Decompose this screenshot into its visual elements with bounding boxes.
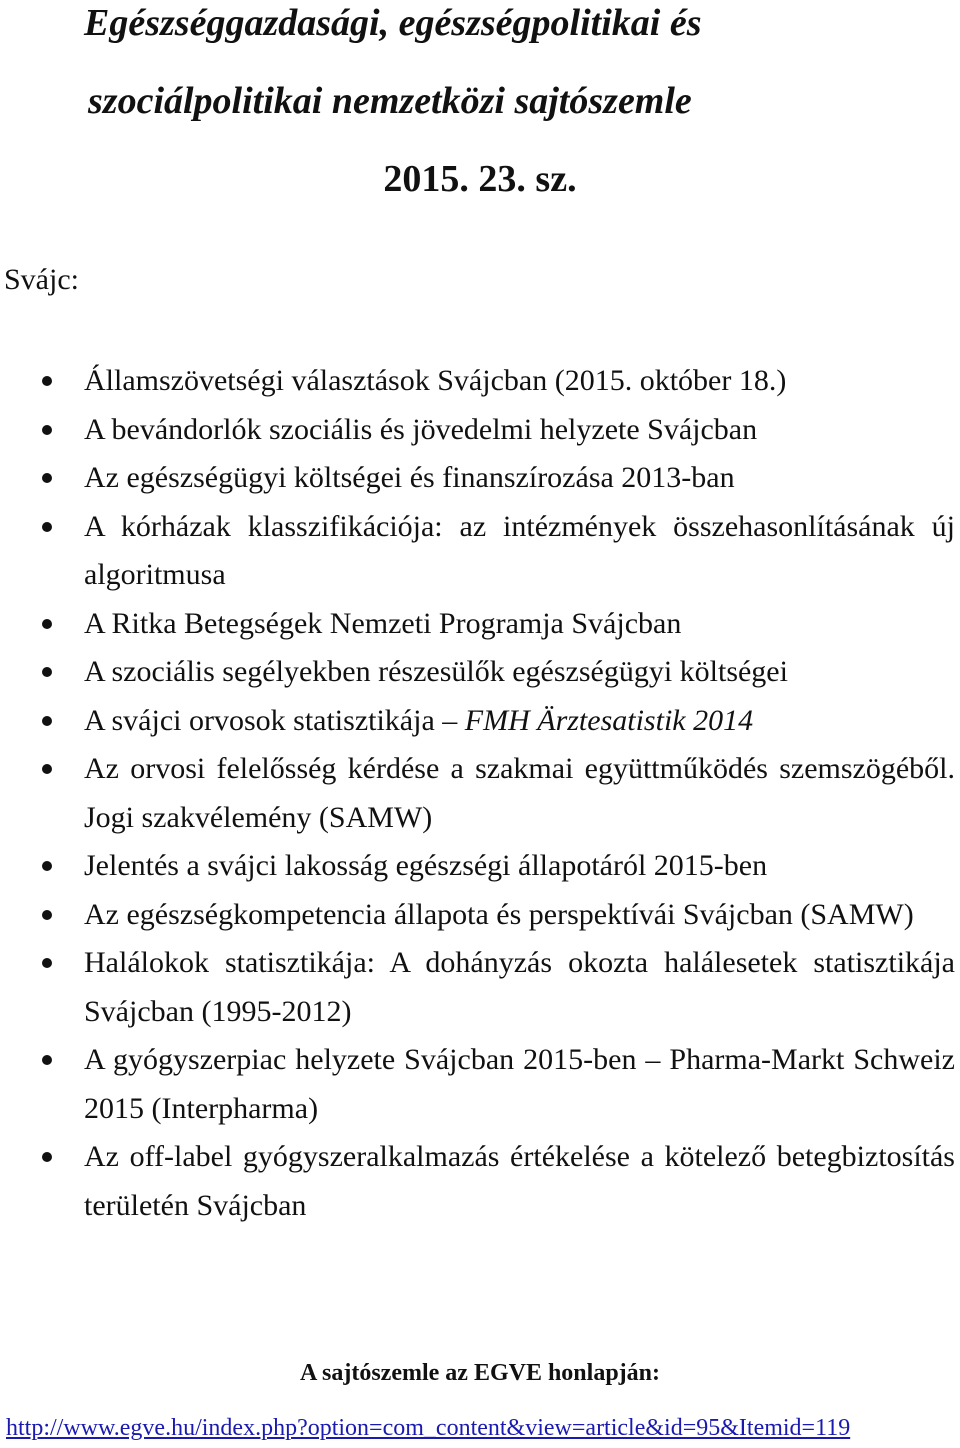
- list-item: [0, 648, 955, 697]
- list-item: [0, 697, 955, 746]
- list-item-text: A kórházak klasszifikációja: az intézmények összehasonlításának új algoritmusa: [84, 509, 955, 591]
- bullet-icon: [42, 425, 52, 435]
- bullet-icon: [42, 667, 52, 677]
- list-item: [0, 1036, 955, 1133]
- issue-number: 2015. 23. sz.: [383, 158, 577, 200]
- list-item-text: Az egészségügyi költségei és finanszírozása 2013-ban: [84, 461, 735, 494]
- list-item-text: A svájci orvosok statisztikája –: [84, 703, 465, 737]
- list-item-text: Az off-label gyógyszeralkalmazás értékelése a kötelező betegbiztosítás területén Svájcban: [84, 1140, 955, 1222]
- bullet-icon: [42, 958, 52, 968]
- egve-website-link[interactable]: http://www.egve.hu/index.php?option=com_content&view=article&id=95&Itemid=119: [6, 1415, 851, 1441]
- list-item: [0, 939, 955, 1036]
- list-item-text: Államszövetségi választások Svájcban (2015. október 18.): [84, 364, 787, 397]
- bullet-icon: [42, 910, 52, 920]
- list-item-text: A szociális segélyekben részesülők egészségügyi költségei: [84, 655, 788, 688]
- list-item-text: Az orvosi felelősség kérdése a szakmai együttműködés szemszögéből. Jogi szakvélemény (SAMW): [84, 752, 955, 834]
- footer-label: A sajtószemle az EGVE honlapján:: [300, 1360, 660, 1386]
- list-item-text: Az egészségkompetencia állapota és perspektívái Svájcban (SAMW): [84, 897, 914, 931]
- list-item-text: A Ritka Betegségek Nemzeti Programja Svájcban: [84, 606, 682, 640]
- document-title-line1: Egészséggazdasági, egészségpolitikai és: [84, 2, 702, 44]
- bullet-icon: [42, 716, 52, 726]
- bullet-icon: [42, 861, 52, 871]
- list-item: [0, 357, 955, 406]
- list-item: [0, 745, 955, 842]
- list-item: [0, 1133, 955, 1230]
- bullet-icon: [42, 619, 52, 629]
- list-item-italic-title: FMH Ärztesatistik 2014: [464, 703, 754, 737]
- list-item-text: Jelentés a svájci lakosság egészségi állapotáról 2015-ben: [84, 849, 768, 882]
- list-item-text: A gyógyszerpiac helyzete Svájcban 2015-ben – Pharma-Markt Schweiz 2015 (Interpharma): [84, 1043, 955, 1125]
- list-item: [0, 842, 955, 891]
- bullet-icon: [42, 473, 52, 483]
- list-item: [0, 503, 955, 600]
- list-item: [0, 454, 955, 503]
- list-item-text: Halálokok statisztikája: A dohányzás okozta halálesetek statisztikája Svájcban (1995-2012): [84, 946, 955, 1028]
- list-item: [0, 406, 955, 455]
- bullet-icon: [42, 764, 52, 774]
- bullet-icon: [42, 376, 52, 386]
- list-item: [0, 600, 955, 649]
- section-country-heading: Svájc:: [4, 263, 79, 296]
- list-item-text: A bevándorlók szociális és jövedelmi helyzete Svájcban: [84, 412, 758, 446]
- bullet-icon: [42, 1055, 52, 1065]
- document-title-line2: szociálpolitikai nemzetközi sajtószemle: [88, 80, 692, 122]
- list-item: [0, 891, 955, 940]
- bullet-icon: [42, 1152, 52, 1162]
- bullet-icon: [42, 522, 52, 532]
- topic-list: [0, 357, 955, 1230]
